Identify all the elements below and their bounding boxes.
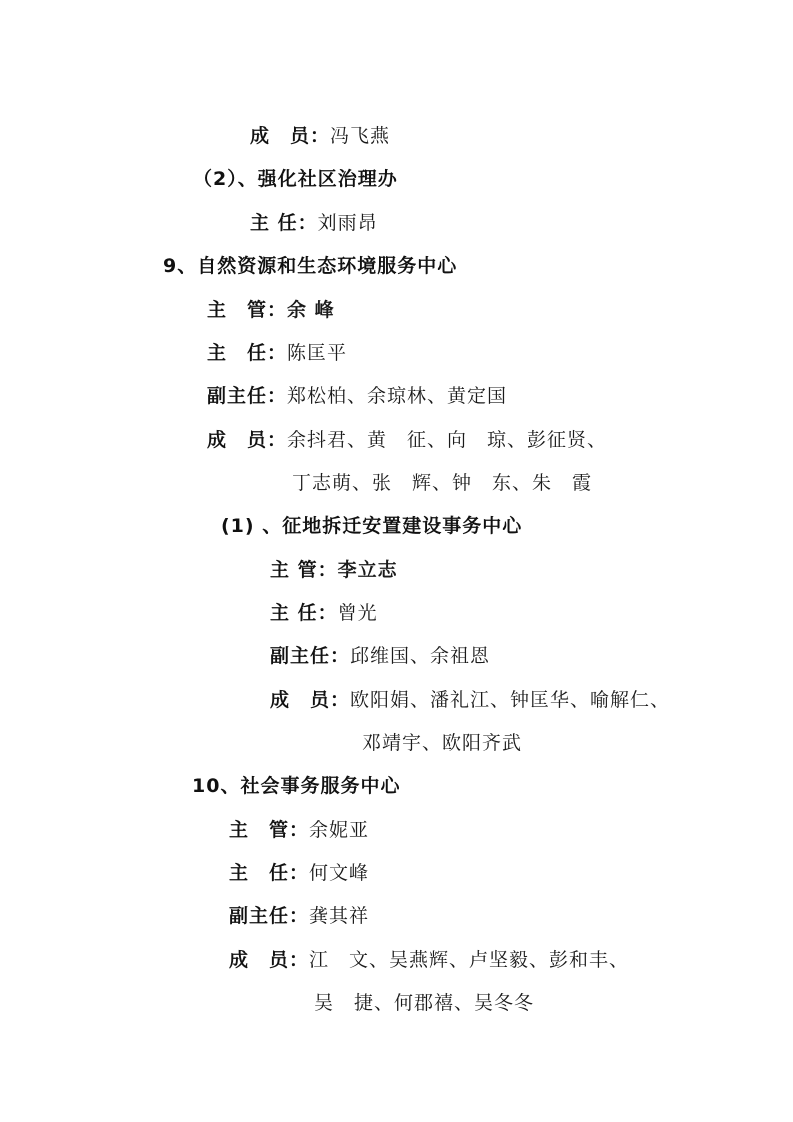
member-names-continued: 邓靖宇、欧阳齐武 [362, 732, 523, 754]
deputy-director-names: 龚其祥 [309, 905, 370, 927]
director-line-land-acquisition [270, 599, 378, 627]
director-label: 主 任： [270, 602, 338, 624]
deputy-director-line-natural-resources [207, 382, 507, 410]
deputy-director-line-land-acquisition [270, 642, 490, 670]
member-names-continued: 吴 捷、何郡禧、吴冬冬 [314, 992, 535, 1014]
member-names: 江 文、吴燕辉、卢坚毅、彭和丰、 [309, 949, 630, 971]
deputy-director-label: 副主任： [207, 385, 288, 407]
subsection-heading-land-acquisition: (1) 、征地拆迁安置建设事务中心 [221, 515, 523, 537]
director-label: 主 任： [207, 342, 288, 364]
subsection-heading-community-governance: （2）、强化社区治理办 [193, 168, 398, 190]
member-continuation-natural-resources [292, 469, 592, 497]
director-label: 主 任： [250, 212, 318, 234]
director-label: 主 任： [229, 862, 310, 884]
supervisor-name: 余妮亚 [309, 819, 370, 841]
member-line-natural-resources [207, 426, 607, 454]
member-continuation-land-acquisition [362, 729, 522, 757]
member-names-continued: 丁志萌、张 辉、钟 东、朱 霞 [292, 472, 593, 494]
supervisor-label: 主 管： [229, 819, 310, 841]
director-name: 曾光 [337, 602, 378, 624]
director-name: 何文峰 [309, 862, 370, 884]
supervisor-label: 主 管： [207, 299, 288, 321]
supervisor-line-natural-resources [207, 296, 335, 324]
member-label: 成 员： [270, 689, 351, 711]
director-name: 陈匡平 [287, 342, 348, 364]
deputy-director-names: 邱维国、余祖恩 [350, 645, 491, 667]
director-line-community-governance [250, 209, 378, 237]
member-continuation-social-affairs [314, 989, 534, 1017]
member-line-social-affairs [229, 946, 629, 974]
deputy-director-line-social-affairs [229, 902, 369, 930]
member-names: 欧阳娟、潘礼江、钟匡华、喻解仁、 [350, 689, 671, 711]
supervisor-line-social-affairs [229, 816, 369, 844]
supervisor-label: 主 管： [270, 559, 338, 581]
director-line-social-affairs [229, 859, 369, 887]
member-label: 成 员： [229, 949, 310, 971]
director-line-natural-resources [207, 339, 347, 367]
section-heading-natural-resources: 9、自然资源和生态环境服务中心 [163, 255, 458, 277]
supervisor-name: 余 峰 [287, 299, 335, 321]
supervisor-name: 李立志 [337, 559, 398, 581]
member-names: 冯飞燕 [330, 125, 391, 147]
member-line-community-section-1 [250, 122, 390, 150]
director-name: 刘雨昂 [317, 212, 378, 234]
deputy-director-label: 副主任： [229, 905, 310, 927]
section-heading-social-affairs: 10、社会事务服务中心 [192, 775, 401, 797]
member-line-land-acquisition [270, 686, 670, 714]
deputy-director-names: 郑松柏、余琼林、黄定国 [287, 385, 508, 407]
member-label: 成 员： [207, 429, 288, 451]
supervisor-line-land-acquisition [270, 556, 398, 584]
deputy-director-label: 副主任： [270, 645, 351, 667]
member-names: 余抖君、黄 征、向 琼、彭征贤、 [287, 429, 608, 451]
member-label: 成 员： [250, 125, 331, 147]
